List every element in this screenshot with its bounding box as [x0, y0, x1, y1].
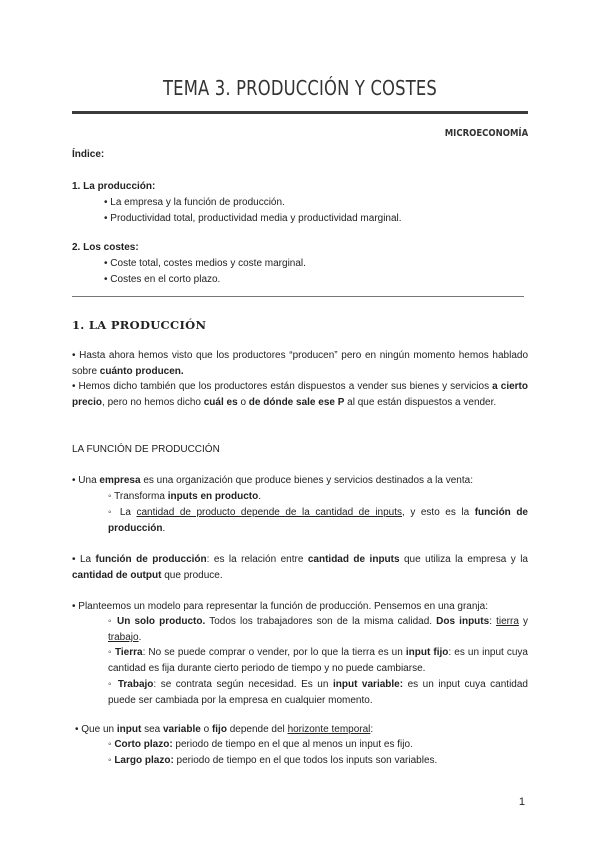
index-section-1-title: 1. La producción:	[72, 181, 156, 192]
index-item: • Productividad total, productividad media y productividad marginal.	[104, 213, 402, 224]
paragraph-5: • Planteemos un modelo para representar la función de producción. Pensemos en una granja:	[72, 601, 488, 612]
divider	[72, 296, 524, 297]
list-item: ◦ Un solo producto. Todos los trabajadores son de la misma calidad. Dos inputs: tierra y trabajo.	[108, 616, 529, 643]
paragraph-2: • Hemos dicho también que los productores están dispuestos a vender sus bienes y servicios a cierto precio, pero no hemos dicho cuál es o de dónde sale ese P al que están dispuestos a vender.	[72, 381, 528, 408]
paragraph-3: • Una empresa es una organización que produce bienes y servicios destinados a la venta:	[72, 475, 473, 486]
index-item: • La empresa y la función de producción.	[104, 197, 285, 208]
document-title: TEMA 3. PRODUCCIÓN Y COSTES	[162, 76, 437, 100]
list-item: ◦ Tierra: No se puede comprar o vender, por lo que la tierra es un input fijo: es un input cuya cantidad es fija durante cierto periodo de tiempo y no puede cambiarse.	[108, 647, 528, 674]
subject-label: MICROECONOMÍA	[444, 128, 528, 139]
section-heading: 1. LA PRODUCCIÓN	[72, 318, 207, 332]
list-item: ◦ La cantidad de producto depende de la cantidad de inputs, y esto es la función de producción.	[108, 507, 528, 534]
page-number: 1	[518, 796, 525, 808]
paragraph-6: • Que un input sea variable o fijo depende del horizonte temporal:	[75, 724, 374, 735]
list-item: ◦ Corto plazo: periodo de tiempo en el que al menos un input es fijo.	[108, 739, 413, 750]
index-section-2-title: 2. Los costes:	[72, 242, 139, 253]
list-item: ◦ Largo plazo: periodo de tiempo en el que todos los inputs son variables.	[108, 755, 438, 766]
list-item: ◦ Transforma inputs en producto.	[108, 491, 262, 502]
paragraph-1: • Hasta ahora hemos visto que los productores “producen” pero en ningún momento hemos hablado sobre cuánto producen.	[72, 350, 528, 377]
paragraph-4: • La función de producción: es la relación entre cantidad de inputs que utiliza la empresa y la cantidad de output que produce.	[72, 554, 528, 581]
list-item: ◦ Trabajo: se contrata según necesidad. Es un input variable: es un input cuya cantidad puede ser cambiada por la empresa en cualquier momento.	[108, 679, 528, 706]
subheading: LA FUNCIÓN DE PRODUCCIÓN	[72, 444, 220, 455]
title-rule	[72, 111, 528, 114]
index-item: • Costes en el corto plazo.	[104, 274, 221, 285]
index-item: • Coste total, costes medios y coste marginal.	[104, 258, 306, 269]
index-label: Índice:	[72, 149, 105, 160]
